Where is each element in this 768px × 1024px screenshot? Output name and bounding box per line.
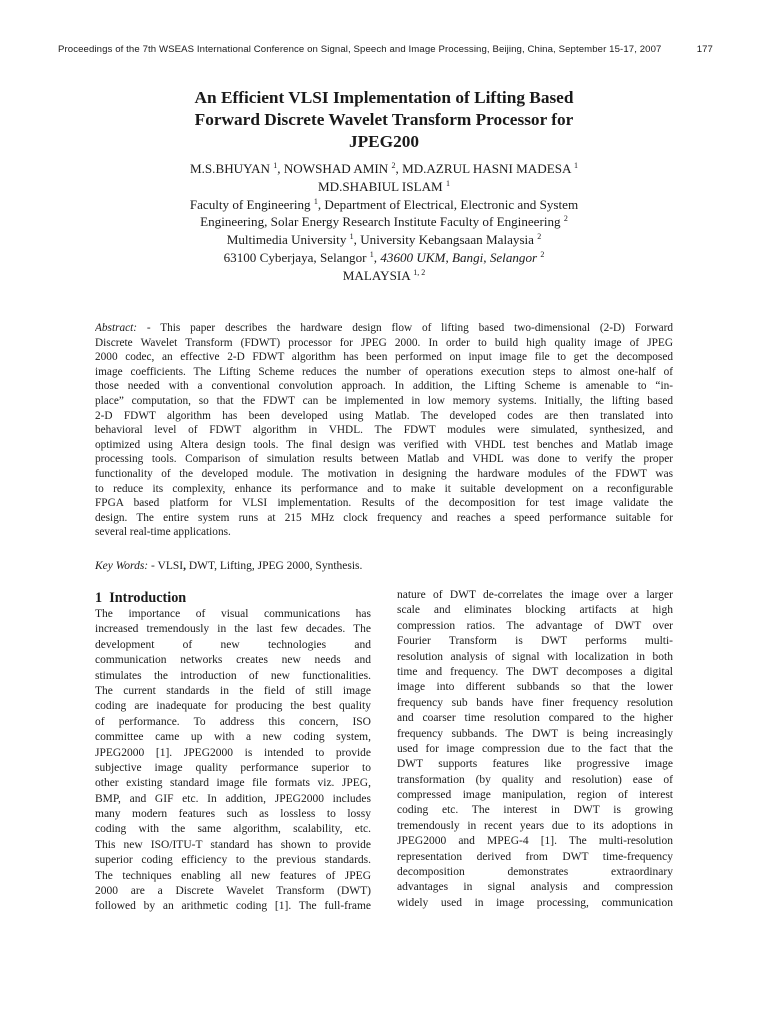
affiliation-line-1 [100,196,668,214]
abstract-line: FPGA based platform for VLSI implementation. Results of the decomposition for test image validate the [95,497,673,510]
keywords-text: - VLSI [148,560,184,572]
keywords-text: DWT, Lifting, JPEG 2000, Synthesis. [185,560,363,572]
affiliation-marker: 2 [563,214,568,224]
affiliation-marker: 1 [313,196,318,206]
abstract-line: behavioral level of FDWT algorithm in VHDL. The FDWT modules were simulated, synthesized, and [95,424,673,437]
body-line: used for image compression due to the fact that the [397,742,673,755]
abstract-line: Discrete Wavelet Transform (FDWT) processor for JPEG 2000. In order to build high quality image of JPEG [95,336,673,349]
abstract-line: 2000 codec, an effective 2-D FDWT algorithm has been performed on input image file to get the decomposed [95,351,673,364]
author-block [100,160,668,285]
body-line: coding are inadequate for producing the best quality [95,700,371,713]
body-line: resolution analysis of signal with localization in both [397,650,673,663]
body-line: representation derived from DWT time-frequency [397,850,673,863]
affiliation-text: Faculty of Engineering [189,196,314,212]
section-heading-introduction [95,590,186,607]
body-line: communication networks creates new needs and [95,654,371,667]
affiliation-marker: 2 [537,232,542,242]
body-line: The importance of visual communications has [95,608,371,620]
body-line: many modern features such as lossless to lossy [95,808,371,821]
body-line: scale and eliminates blocking artifacts at high [397,604,673,617]
body-line: frequency sub bands have finer frequency resolution [397,696,673,709]
affiliation-line-2 [100,213,668,231]
abstract-line: to reduce its complexity, enhance its performance and to make it suitable development on a reconfigurable [95,482,673,495]
section-title: Introduction [109,590,187,606]
abstract-line: design. The entire system runs at 215 MHz clock frequency and reaches a speed performance suitable for [95,511,673,524]
keywords-separator: , [183,560,186,572]
body-line: compression ratios. The advantage of DWT over [397,619,673,632]
paper-title [100,87,668,153]
affiliation-country: MALAYSIA [342,267,414,283]
left-column [95,607,371,915]
body-line: JPEG2000 [1]. JPEG2000 is intended to provide [95,746,371,759]
affiliation-marker: 2 [540,249,545,259]
running-header [58,44,713,55]
abstract-text: - This paper describes the hardware design flow of lifting based two-dimensional (2-D) Forward [137,322,673,334]
body-line: and coarser time resolution compared to the higher [397,712,673,725]
body-line: superior coding efficiency to the previous standards. [95,854,371,867]
abstract-line: optimized using Altera design tools. The final design was verified with VHDL test benches and Matlab image [95,438,673,451]
right-column [397,588,673,911]
body-line: This new ISO/ITU-T standard has shown to provide [95,838,371,851]
affiliation-marker: 1 [445,178,450,188]
affiliation-text: Engineering, Solar Energy Research Institute Faculty of Engineering [200,214,564,230]
body-line: widely used in image processing, communication [397,896,673,909]
affiliation-text-italic: 43600 UKM, Bangi, Selangor [380,249,541,265]
affiliation-marker: 1 [574,161,578,170]
body-line: The techniques enabling all new features of JPEG [95,869,371,882]
keywords-label: Key Words: [95,560,149,572]
body-line: decomposition demonstrates extraordinary [397,866,673,879]
body-line: 2000 are a Discrete Wavelet Transform (DWT) [95,885,371,898]
abstract [95,321,673,540]
author-line-1 [100,160,668,178]
title-line-1: An Efficient VLSI Implementation of Lifting Based [194,88,574,107]
body-line: time and frequency. The DWT decomposes a digital [397,665,673,678]
affiliation-text: , Department of Electrical, Electronic and System [317,196,579,212]
affiliation-text: Multimedia University [226,232,350,248]
affiliation-marker: 1 [273,161,278,170]
author-islam: MD.SHABIUL ISLAM [318,178,446,194]
title-line-3: JPEG200 [348,132,420,151]
body-line: coding with the same algorithm, scalability, etc. [95,823,371,836]
affiliation-line-5 [100,267,668,285]
author-amin: , NOWSHAD AMIN [277,161,392,176]
affiliation-text: , [373,249,381,265]
body-line: frequency subbands. The DWT is being increasingly [397,727,673,740]
body-line: of performance. To address this concern, ISO [95,715,371,728]
body-line: BMP, and GIF etc. In addition, JPEG2000 includes [95,792,371,805]
body-line: transformation (by quality and resolution) ease of [397,773,673,786]
body-line: nature of DWT de-correlates the image over a larger [397,589,673,601]
abstract-line: several real-time applications. [95,526,231,539]
page-number: 177 [696,44,713,55]
abstract-line [95,321,673,336]
abstract-line: those needed with a conventional convolution approach. In addition, the Lifting Scheme is amenable to “in- [95,380,673,393]
abstract-line: functionality of the developed module. The motivation in designing the hardware modules of the FDWT was [95,467,673,480]
affiliation-marker: 2 [391,161,396,170]
affiliation-line-4 [100,249,668,267]
affiliation-marker: 1, 2 [413,267,426,277]
body-line: tremendously in recent years due to its adoptions in [397,819,673,832]
affiliation-marker: 1 [349,232,354,242]
body-line: committee came up with a new coding system, [95,731,371,744]
body-line: stimulates the introduction of new functionalities. [95,669,371,682]
abstract-line: 2-D FDWT algorithm has been developed using Matlab. The developed codes are then translated into [95,409,673,422]
abstract-line: processing tools. Comparison of simulation results between Matlab and VHDL was done to verify the proper [95,453,673,466]
body-line: JPEG2000 and MPEG-4 [1]. The multi-resolution [397,835,673,848]
body-line: increased tremendously in the last few decades. The [95,623,371,636]
abstract-line: image coefficients. The Lifting Scheme reduces the number of operations execution steps to almost one-half of [95,365,673,378]
affiliation-text: 63100 Cyberjaya, Selangor [223,249,370,265]
title-line-2: Forward Discrete Wavelet Transform Processor for [194,110,574,129]
body-line: compressed image manipulation, region of interest [397,789,673,802]
author-line-2 [100,178,668,196]
abstract-line: place” computation, so that the FDWT can be implemented in low memory systems. Initially, the lifting based [95,394,673,407]
body-line: image into different subbands so that the lower [397,681,673,694]
section-number: 1 [95,590,103,606]
body-line: Fourier Transform is DWT performs multi- [397,635,673,648]
body-line: DWT supports features like progressive image [397,758,673,771]
running-head-text: Proceedings of the 7th WSEAS International Conference on Signal, Speech and Image Processing, Beijing, China, September 15-17, 2007 [58,44,662,55]
body-line: subjective image quality performance superior to [95,761,371,774]
affiliation-marker: 1 [369,249,374,259]
affiliation-line-3 [100,231,668,249]
body-line: followed by an arithmetic coding [1]. The full-frame [95,900,371,913]
body-line: other existing standard image file formats viz. JPEG, [95,777,371,790]
body-line: advantages in signal analysis and compression [397,881,673,894]
author-bhuyan: M.S.BHUYAN [189,161,274,176]
keywords [95,560,673,572]
abstract-label: Abstract: [95,322,138,334]
body-line: development of new technologies and [95,638,371,651]
body-line: coding etc. The interest in DWT is growing [397,804,673,817]
author-madesa: , MD.AZRUL HASNI MADESA [395,161,574,176]
body-line: The current standards in the field of still image [95,684,371,697]
affiliation-text: , University Kebangsaan Malaysia [353,232,538,248]
